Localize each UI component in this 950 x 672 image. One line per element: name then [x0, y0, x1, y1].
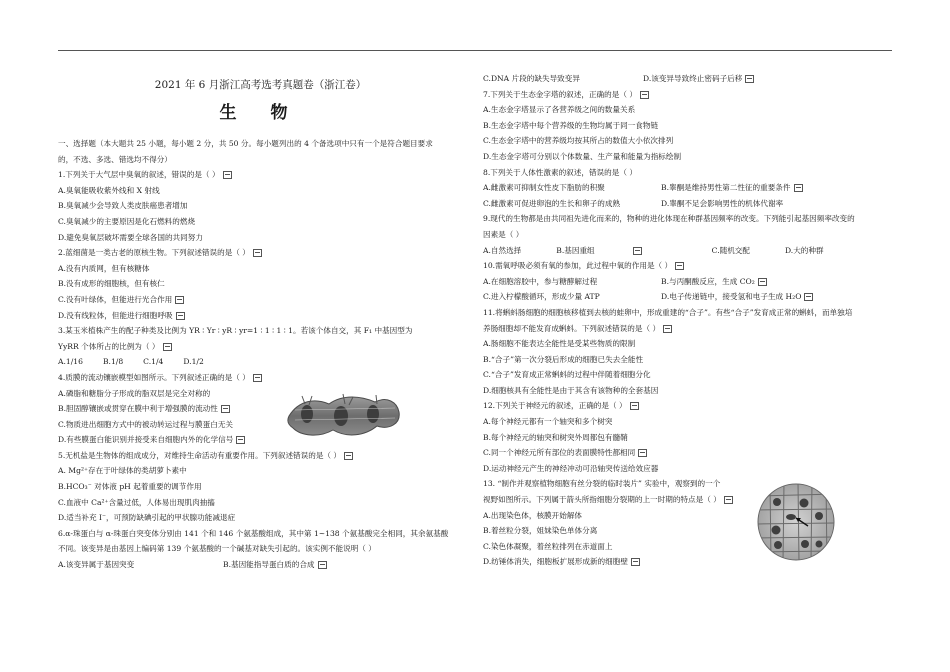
question-2-stem: 2.蓝细菌是一类古老的原核生物。下列叙述错误的是（ ）	[58, 245, 463, 261]
header-rule	[58, 50, 892, 51]
answer-marker-icon	[236, 436, 245, 444]
question-8-options-cd	[483, 196, 888, 212]
question-7-option-d: D.生态金字塔可分别以个体数量、生产量和能量为指标绘制	[483, 151, 682, 161]
question-6-stem-line-2: 不同。该变异是由基因上编码第 139 个氨基酸的一个碱基对缺失引起的。该实例不能说明（ ）	[58, 544, 376, 554]
question-1-option-b: B.臭氧减少会导致人类皮肤癌患者增加	[58, 201, 188, 211]
question-3-stem-line-1: 3.某玉米植株产生的配子种类及比例为 YR ∶ Yr ∶ yR ∶ yr=1 ∶ 1 ∶ 1 ∶ 1。若该个体自交，其 F₁ 中基因型为	[58, 326, 413, 336]
question-8-stem: 8.下列关于人体性激素的叙述，错误的是（ ）	[483, 167, 637, 177]
question-12-option-a: A.每个神经元都有一个轴突和多个树突	[483, 417, 613, 427]
question-7-option-c: C.生态金字塔中的营养级均按其所占的数值大小依次排列	[483, 136, 674, 146]
question-3-option-b: B.1/8	[102, 357, 124, 367]
question-11-option-c: C.“合子”发育成正常蝌蚪的过程中伴随着细胞分化	[483, 370, 651, 380]
answer-marker-icon	[344, 452, 353, 460]
question-12-option-d: D.运动神经元产生的神经冲动可沿轴突传送给效应器	[483, 463, 659, 473]
question-6-options-continued	[483, 71, 888, 87]
answer-marker-icon	[630, 402, 639, 410]
question-9-options	[483, 243, 888, 259]
question-9-stem-line-2: 因素是（ ）	[483, 229, 524, 239]
question-12-option-c: C.同一个神经元所有部位的表面膜特性都相同	[483, 445, 888, 461]
question-10-option-a: A.在细胞溶胶中，参与糖酵解过程	[483, 276, 598, 286]
question-3-option-c: C.1/4	[143, 357, 164, 367]
question-13-option-b: B.着丝粒分裂，姐妹染色单体分离	[483, 526, 598, 536]
question-5-option-d: D.适当补充 I⁻，可预防缺碘引起的甲状腺功能减退症	[58, 513, 236, 523]
question-8-option-c: C.雌激素可促进卵泡的生长和卵子的成熟	[483, 198, 621, 208]
question-7-option-a: A.生态金字塔显示了各营养级之间的数量关系	[483, 105, 636, 115]
exam-title: 2021 年 6 月浙江高考选考真题卷（浙江卷）	[154, 79, 367, 91]
question-4-option-a: A.磷脂和糖脂分子形成的脂双层是完全对称的	[58, 388, 211, 398]
question-6-options	[58, 557, 463, 573]
question-10-stem: 10.需氧呼吸必须有氧的参加，此过程中氧的作用是（ ）	[483, 258, 888, 274]
answer-marker-icon	[675, 262, 684, 270]
answer-marker-icon	[804, 293, 813, 301]
instructions-line-2: 的，不选、多选、错选均不得分）	[58, 154, 172, 164]
answer-marker-icon	[633, 247, 642, 255]
answer-marker-icon	[638, 449, 647, 457]
answer-marker-icon	[794, 184, 803, 192]
question-3-option-a: A.1/16	[58, 357, 83, 367]
question-6-option-c: C.DNA 片段的缺失导致变异	[483, 74, 580, 83]
question-13-stem-line-1: 13. “制作并观察植物细胞有丝分裂的临时装片” 实验中，观察到的一个	[483, 479, 721, 489]
question-2-option-c: C.没有叶绿体，但能进行光合作用	[58, 292, 463, 308]
question-4-option-b: B.胆固醇镶嵌或贯穿在膜中利于增强膜的流动性	[58, 401, 463, 417]
answer-marker-icon	[724, 496, 733, 504]
question-13-option-a: A.出现染色体，核膜开始解体	[483, 510, 583, 520]
question-6-option-b: B.基因能指导蛋白质的合成	[223, 557, 327, 573]
answer-marker-icon	[221, 405, 230, 413]
answer-marker-icon	[745, 75, 754, 83]
question-12-option-b: B.每个神经元的轴突和树突外周都包有髓鞘	[483, 432, 628, 442]
question-5-stem: 5.无机盐是生物体的组成成分，对维持生命活动有重要作用。下列叙述错误的是（ ）	[58, 448, 463, 464]
question-4-stem: 4.质膜的流动镶嵌模型如图所示。下列叙述正确的是（ ）	[58, 370, 463, 386]
question-1-option-a: A.臭氧能吸收紫外线和 X 射线	[58, 185, 160, 195]
question-9-stem-line-1: 9.现代的生物都是由共同祖先进化而来的，物种的进化体现在种群基因频率的改变。下列能引起基因频率改变的	[483, 214, 855, 224]
question-4-option-d: D.有些膜蛋白能识别并接受来自细胞内外的化学信号	[58, 432, 463, 448]
question-11-option-b: B.“合子”第一次分裂后形成的细胞已失去全能性	[483, 354, 644, 364]
question-9-option-b: B.基因重组	[556, 243, 676, 259]
question-13-option-d: D.纺锤体消失，细胞板扩展形成新的细胞壁	[483, 554, 888, 570]
answer-marker-icon	[175, 296, 184, 304]
question-13-option-c: C.染色体凝聚，着丝粒排列在赤道面上	[483, 541, 613, 551]
question-1-option-c: C.臭氧减少的主要原因是化石燃料的燃烧	[58, 216, 196, 226]
question-3-stem-line-2: YyRR 个体所占的比例为（ ）	[58, 339, 463, 355]
question-10-option-b: B.与丙酮酸反应，生成 CO₂	[661, 274, 767, 290]
question-6-option-a: A.该变异属于基因突变	[58, 560, 135, 570]
question-3-options	[58, 354, 463, 370]
answer-marker-icon	[253, 374, 262, 382]
question-11-stem-line-1: 11.将蝌蚪肠细胞的细胞核移植到去核的蛙卵中，形成重建的“合子”。有些“合子”发育成正常的蝌蚪，而单独培	[483, 307, 853, 317]
answer-marker-icon	[253, 249, 262, 257]
answer-marker-icon	[640, 91, 649, 99]
question-5-option-b: B.HCO₃⁻ 对体液 pH 起着重要的调节作用	[58, 482, 202, 492]
answer-marker-icon	[663, 325, 672, 333]
instructions-line-1: 一、选择题（本大题共 25 小题，每小题 2 分，共 50 分。每小题列出的 4 个备选项中只有一个是符合题目要求	[58, 139, 433, 148]
question-8-option-b: B.睾酮是维持男性第二性征的重要条件	[661, 180, 803, 196]
question-1-stem: 1.下列关于大气层中臭氧的叙述，错误的是（ ）	[58, 167, 463, 183]
answer-marker-icon	[758, 278, 767, 286]
answer-marker-icon	[631, 558, 640, 566]
answer-marker-icon	[318, 561, 327, 569]
answer-marker-icon	[176, 312, 185, 320]
cell-membrane-figure	[285, 386, 403, 448]
question-5-option-a: A. Mg²⁺存在于叶绿体的类胡萝卜素中	[58, 466, 187, 476]
question-2-option-d: D.没有线粒体，但能进行细胞呼吸	[58, 308, 463, 324]
question-10-option-d: D.电子传递链中，接受氢和电子生成 H₂O	[661, 289, 813, 305]
question-11-option-d: D.细胞核具有全能性是由于其含有该物种的全套基因	[483, 385, 659, 395]
question-2-option-a: A.没有内质网，但有核糖体	[58, 263, 150, 273]
question-6-stem-line-1: 6.α-珠蛋白与 α-珠蛋白突变体分别由 141 个和 146 个氨基酸组成，其中第 1~138 个氨基酸完全相同，其余氨基酸	[58, 528, 449, 538]
question-7-stem: 7.下列关于生态金字塔的叙述，正确的是（ ）	[483, 87, 888, 103]
question-3-option-d: D.1/2	[183, 357, 204, 367]
question-13-stem-line-2: 视野如图所示。下列属于箭头所指细胞分裂期的上一时期的特点是（ ）	[483, 492, 888, 508]
question-6-option-d: D.该变异导致终止密码子后移	[643, 71, 754, 87]
question-4-option-c: C.物质进出细胞方式中的被动转运过程与膜蛋白无关	[58, 419, 234, 429]
question-10-option-c: C.进入柠檬酸循环，形成少量 ATP	[483, 292, 600, 302]
question-10-options-ab	[483, 274, 888, 290]
question-5-option-c: C.血液中 Ca²⁺含量过低，人体易出现肌肉抽搐	[58, 497, 215, 507]
question-9-option-a: A.自然选择	[483, 245, 522, 255]
question-8-options-ab	[483, 180, 888, 196]
question-7-option-b: B.生态金字塔中每个营养级的生物均属于同一食物链	[483, 120, 659, 130]
question-10-options-cd	[483, 289, 888, 305]
question-11-option-a: A.肠细胞不能表达全能性是受某些物质的限制	[483, 339, 636, 349]
subject-title: 生 物	[219, 103, 302, 123]
question-9-option-c: C.随机交配	[711, 245, 750, 255]
question-8-option-d: D.睾酮不足会影响男性的机体代谢率	[661, 198, 784, 208]
question-2-option-b: B.没有成形的细胞核，但有核仁	[58, 279, 165, 289]
question-11-stem-line-2: 养肠细胞却不能发育成蝌蚪。下列叙述错误的是（ ）	[483, 321, 888, 337]
question-12-stem: 12.下列关于神经元的叙述，正确的是（ ）	[483, 398, 888, 414]
question-8-option-a: A.雌激素可抑制女性皮下脂肪的积聚	[483, 183, 605, 193]
question-1-option-d: D.避免臭氧层破坏需要全球各国的共同努力	[58, 232, 203, 242]
question-9-option-d: D.大的种群	[784, 245, 824, 255]
mitosis-microscope-figure	[756, 482, 836, 562]
left-column	[58, 78, 463, 573]
answer-marker-icon	[223, 171, 232, 179]
answer-marker-icon	[163, 343, 172, 351]
